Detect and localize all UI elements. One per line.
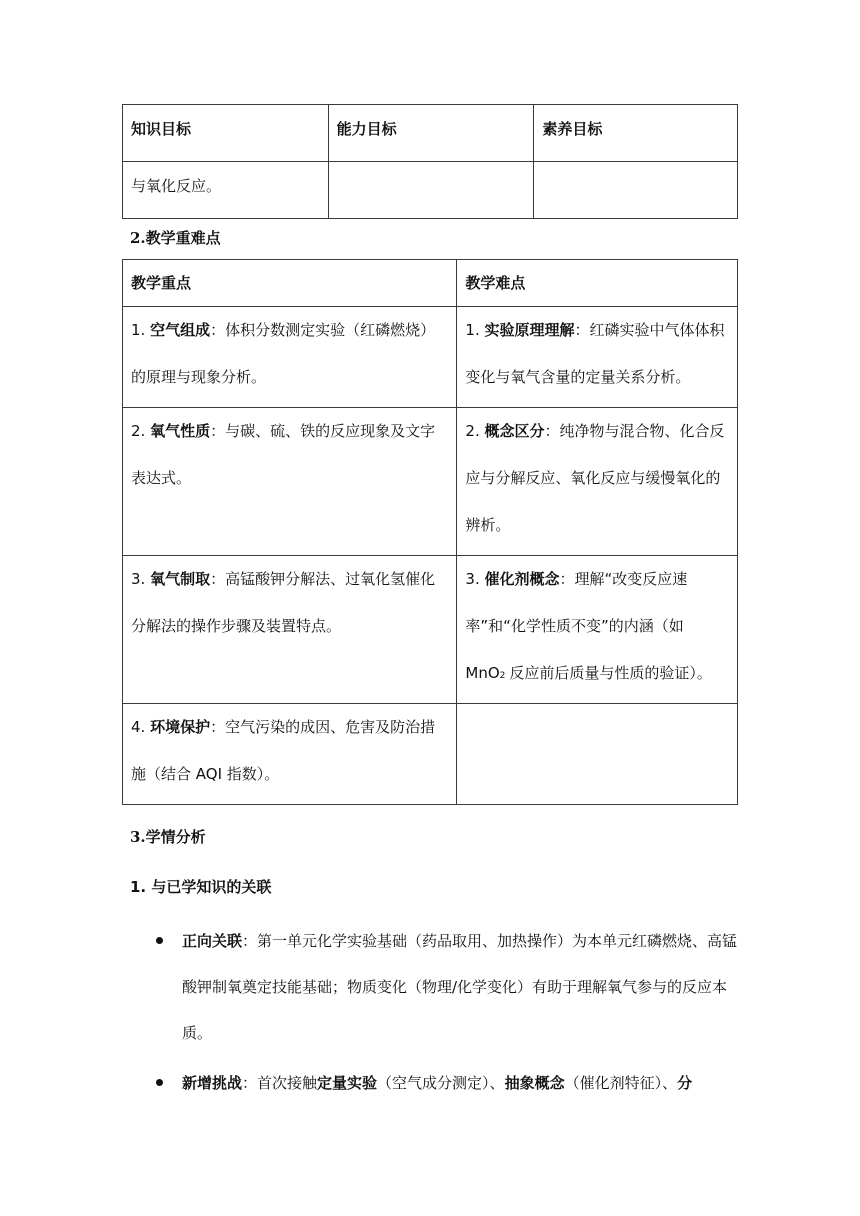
section-heading-key-points: 2.教学重难点 <box>130 229 221 247</box>
key-point-cell <box>123 556 457 704</box>
item-text: ：红磷实验中气体体积变化与氧气含量的定量关系分析。 <box>465 321 725 386</box>
key-point-cell <box>123 307 457 408</box>
list-item <box>130 1060 738 1106</box>
goals-row <box>123 162 738 219</box>
item-text: ：理解“改变反应速率”和“化学性质不变”的内涵（如 MnO <box>465 570 688 682</box>
bullet-bold-term: 抽象概念 <box>504 1074 565 1092</box>
item-number: 2. <box>131 422 151 440</box>
subheading-prior-knowledge: 1. 与已学知识的关联 <box>130 878 272 896</box>
item-text: ：纯净物与混合物、化合反应与分解反应、氧化反应与缓慢氧化的辨析。 <box>465 422 725 534</box>
item-bold-term: 氧气性质 <box>150 422 211 440</box>
difficulty-cell <box>457 307 738 408</box>
item-bold-term: 概念区分 <box>484 422 545 440</box>
bullet-icon <box>156 1079 163 1086</box>
key-points-row <box>123 408 738 556</box>
goals-header-literacy: 素养目标 <box>534 105 738 162</box>
item-bold-term: 空气组成 <box>150 321 211 339</box>
difficulty-cell <box>457 556 738 704</box>
item-bold-term: 氧气制取 <box>150 570 211 588</box>
key-point-cell <box>123 408 457 556</box>
bullet-text: ：第一单元化学实验基础（药品取用、加热操作）为本单元红磷燃烧、高锰酸钾制氧奠定技能基础；物质变化（物理/化学变化）有助于理解氧气参与的反应本质。 <box>182 932 738 1042</box>
item-bold-term: 催化剂概念 <box>484 570 560 588</box>
header-difficulties: 教学难点 <box>457 260 738 307</box>
bullet-text: ：首次接触 <box>242 1074 318 1092</box>
item-bold-term: 环境保护 <box>150 718 211 736</box>
goals-header-row <box>123 105 738 162</box>
item-text: ：高锰酸钾分解法、过氧化氢催化分解法的操作步骤及装置特点。 <box>131 570 436 635</box>
bullet-icon <box>156 937 163 944</box>
key-points-row <box>123 704 738 805</box>
item-text: ：体积分数测定实验（红磷燃烧）的原理与现象分析。 <box>131 321 436 386</box>
difficulty-cell <box>457 408 738 556</box>
item-number: 3. <box>465 570 485 588</box>
header-key-points: 教学重点 <box>123 260 457 307</box>
section-heading-learning-analysis: 3.学情分析 <box>130 828 206 846</box>
item-text: ：与碳、硫、铁的反应现象及文字表达式。 <box>131 422 436 487</box>
bullet-bold-term: 正向关联 <box>182 932 243 950</box>
item-text: ：空气污染的成因、危害及防治措施（结合 AQI 指数）。 <box>131 718 436 783</box>
item-number: 2. <box>465 422 485 440</box>
item-text-continued: 反应前后质量与性质的验证）。 <box>509 664 712 682</box>
goals-table <box>122 104 738 219</box>
bullet-text: （空气成分测定）、 <box>377 1074 505 1092</box>
bullet-list <box>130 918 738 1110</box>
key-points-header-row <box>123 260 738 307</box>
goals-cell-ability <box>328 162 534 219</box>
key-points-table <box>122 259 738 805</box>
bullet-bold-term: 新增挑战 <box>182 1074 243 1092</box>
subscript: 2 <box>499 671 506 681</box>
goals-header-knowledge: 知识目标 <box>123 105 329 162</box>
goals-cell-literacy <box>534 162 738 219</box>
key-point-cell <box>123 704 457 805</box>
bullet-bold-term: 分 <box>677 1074 693 1092</box>
bullet-text: （催化剂特征）、 <box>564 1074 678 1092</box>
item-number: 3. <box>131 570 151 588</box>
list-item <box>130 918 738 1056</box>
item-bold-term: 实验原理理解 <box>484 321 575 339</box>
bullet-bold-term: 定量实验 <box>317 1074 378 1092</box>
item-number: 1. <box>465 321 485 339</box>
item-number: 1. <box>131 321 151 339</box>
goals-header-ability: 能力目标 <box>328 105 534 162</box>
key-points-row <box>123 307 738 408</box>
goals-cell-knowledge: 与氧化反应。 <box>123 162 329 219</box>
item-number: 4. <box>131 718 151 736</box>
difficulty-cell-empty <box>457 704 738 805</box>
key-points-row <box>123 556 738 704</box>
